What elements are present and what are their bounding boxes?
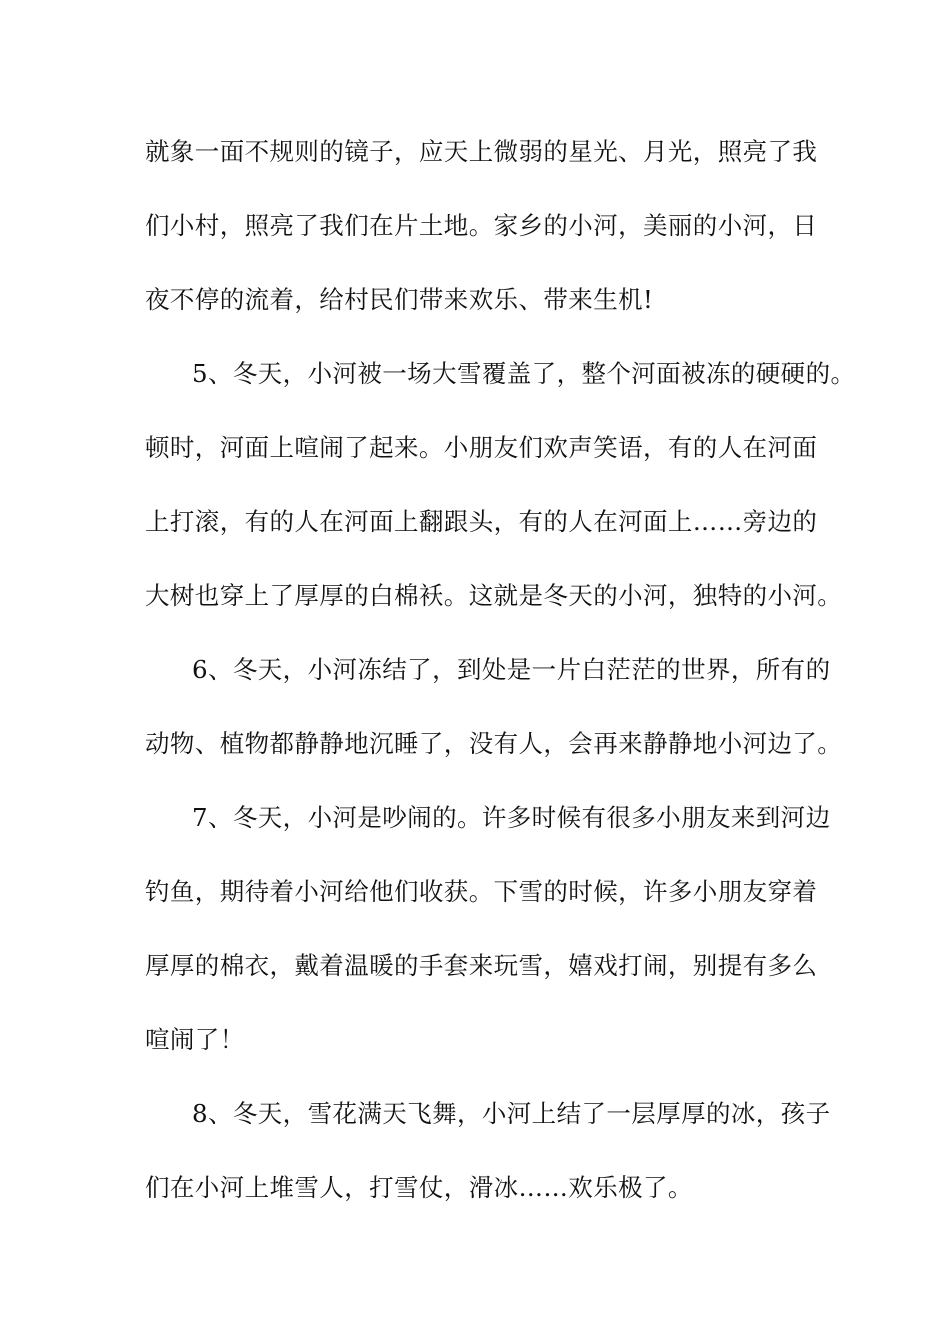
text-line: 厚厚的棉衣，戴着温暖的手套来玩雪，嬉戏打闹，别提有多么 [145,951,818,980]
text-line: 大树也穿上了厚厚的白棉袄。这就是冬天的小河，独特的小河。 [145,581,843,610]
paragraph-start-line: 7、冬天，小河是吵闹的。许多时候有很多小朋友来到河边 [192,803,831,832]
paragraph-start-line: 8、冬天，雪花满天飞舞，小河上结了一层厚厚的冰，孩子 [192,1099,831,1128]
text-line: 钓鱼，期待着小河给他们收获。下雪的时候，许多小朋友穿着 [145,877,818,906]
text-line: 喧闹了！ [145,1025,245,1054]
text-line: 就象一面不规则的镜子，应天上微弱的星光、月光，照亮了我 [145,137,818,166]
text-line: 夜不停的流着，给村民们带来欢乐、带来生机! [145,285,654,314]
text-line: 们小村，照亮了我们在片土地。家乡的小河，美丽的小河，日 [145,211,818,240]
text-line: 们在小河上堆雪人，打雪仗，滑冰……欢乐极了。 [145,1173,693,1202]
paragraph-start-line: 5、冬天，小河被一场大雪覆盖了，整个河面被冻的硬硬的。 [192,359,856,388]
text-line: 动物、植物都静静地沉睡了，没有人，会再来静静地小河边了。 [145,729,843,758]
text-line: 顿时，河面上喧闹了起来。小朋友们欢声笑语，有的人在河面 [145,433,818,462]
text-line: 上打滚，有的人在河面上翻跟头，有的人在河面上……旁边的 [145,507,818,536]
paragraph-start-line: 6、冬天，小河冻结了，到处是一片白茫茫的世界，所有的 [192,655,831,684]
